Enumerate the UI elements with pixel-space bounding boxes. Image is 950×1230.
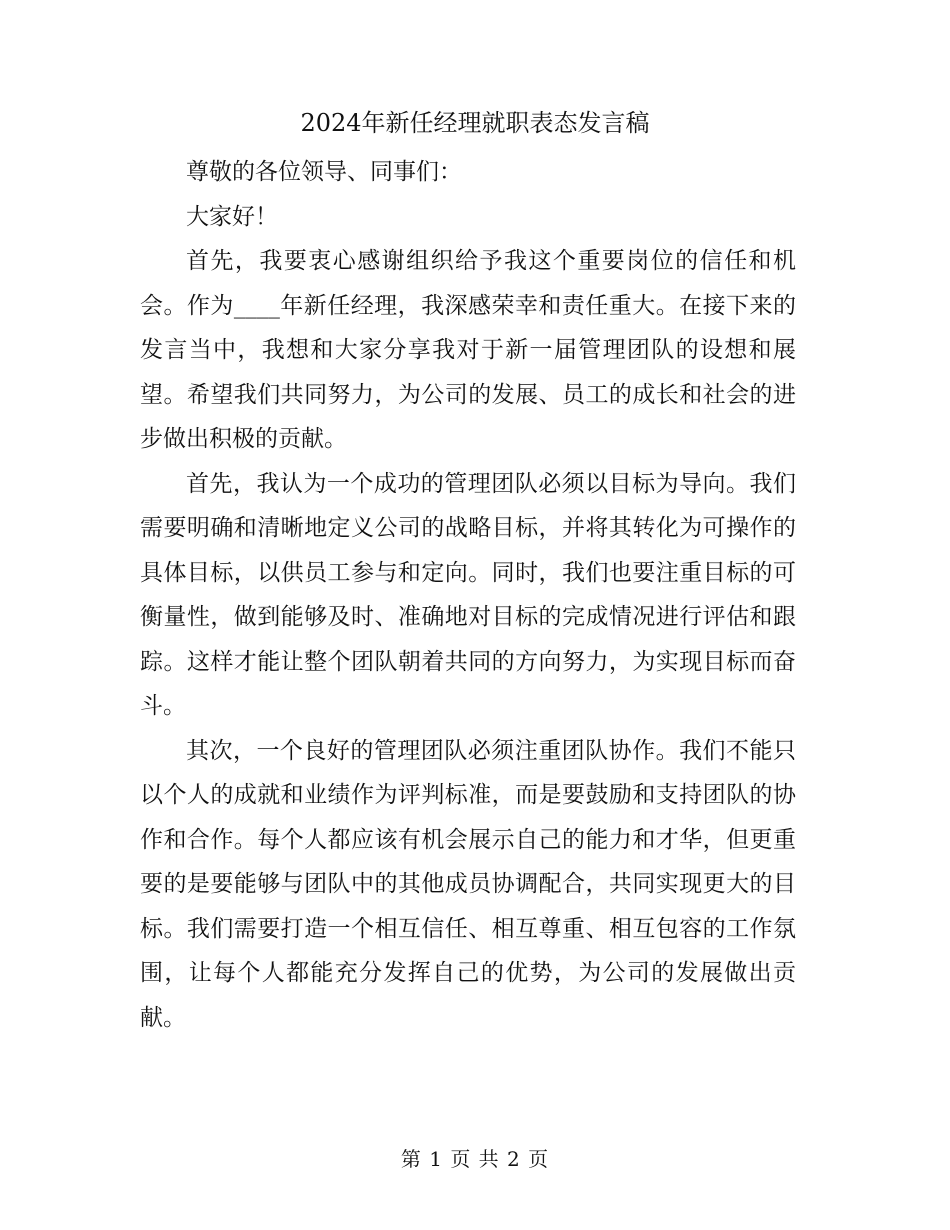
page-number-footer: 第 1 页 共 2 页	[400, 1147, 550, 1171]
document-body	[140, 150, 796, 1040]
paragraph-teamwork: 其次，一个良好的管理团队必须注重团队协作。我们不能只以个人的成就和业绩作为评判标准，而是要鼓励和支持团队的协作和合作。每个人都应该有机会展示自己的能力和才华，但更重要的是要能够与团队中的其他成员协调配合，共同实现更大的目标。我们需要打造一个相互信任、相互尊重、相互包容的工作氛围，让每个人都能充分发挥自己的优势，为公司的发展做出贡献。	[140, 737, 796, 1031]
paragraph-gratitude: 首先，我要衷心感谢组织给予我这个重要岗位的信任和机会。作为____年新任经理，我深感荣幸和责任重大。在接下来的发言当中，我想和大家分享我对于新一届管理团队的设想和展望。希望我们共同努力，为公司的发展、员工的成长和社会的进步做出积极的贡献。	[140, 248, 796, 452]
document-title: 2024年新任经理就职表态发言稿	[300, 109, 650, 137]
paragraph-goal-oriented: 首先，我认为一个成功的管理团队必须以目标为导向。我们需要明确和清晰地定义公司的战略目标，并将其转化为可操作的具体目标，以供员工参与和定向。同时，我们也要注重目标的可衡量性，做到能够及时、准确地对目标的完成情况进行评估和跟踪。这样才能让整个团队朝着共同的方向努力，为实现目标而奋斗。	[140, 470, 796, 719]
salutation: 尊敬的各位领导、同事们：	[186, 159, 462, 185]
greeting: 大家好！	[186, 203, 278, 230]
